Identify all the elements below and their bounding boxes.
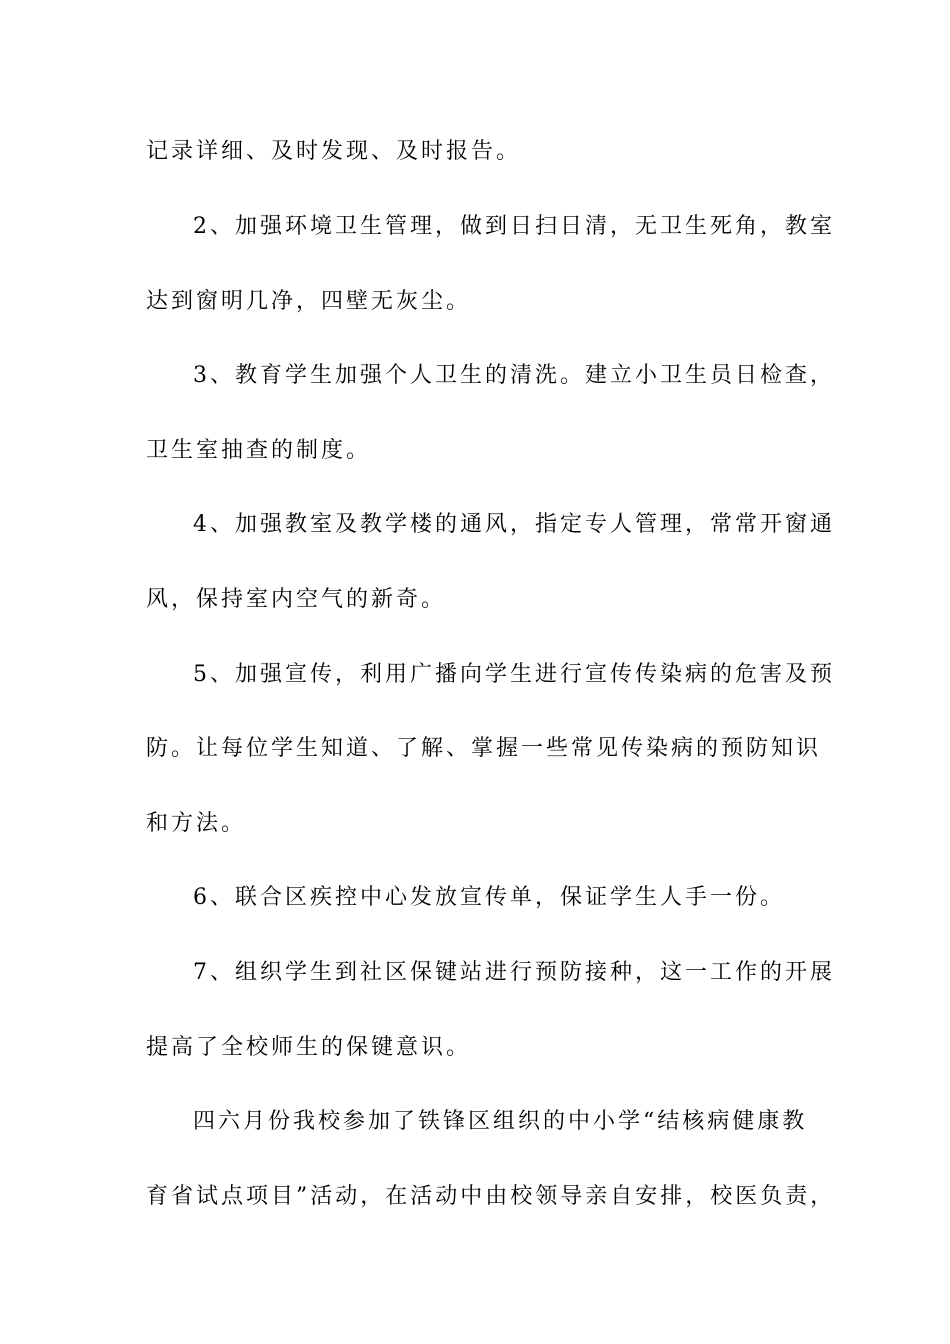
text-line: 6、联合区疾控中心发放宣传单，保证学生人手一份。 [193, 885, 785, 910]
text-line: 达到窗明几净，四壁无灰尘。 [146, 289, 472, 314]
text-line: 风，保持室内空气的新奇。 [146, 587, 447, 612]
text-line: 3、教育学生加强个人卫生的清洗。建立小卫生员日检查， [193, 363, 835, 388]
text-line: 育省试点项目”活动，在活动中由校领导亲自安排，校医负责， [146, 1184, 836, 1209]
text-line: 四六月份我校参加了铁锋区组织的中小学“结核病健康教 [193, 1109, 808, 1134]
text-line: 防。让每位学生知道、了解、掌握一些常见传染病的预防知识 [146, 736, 822, 761]
text-line: 和方法。 [146, 811, 247, 836]
text-line: 卫生室抽查的制度。 [146, 438, 372, 463]
text-line: 7、组织学生到社区保键站进行预防接种，这一工作的开展 [193, 960, 835, 985]
text-line: 5、加强宣传，利用广播向学生进行宣传传染病的危害及预 [193, 662, 835, 687]
text-line: 2、加强环境卫生管理，做到日扫日清，无卫生死角，教室 [193, 214, 835, 239]
text-line: 记录详细、及时发现、及时报告。 [146, 139, 522, 164]
text-line: 4、加强教室及教学楼的通风，指定专人管理，常常开窗通 [193, 512, 835, 537]
text-line: 提高了全校师生的保键意识。 [146, 1035, 472, 1060]
